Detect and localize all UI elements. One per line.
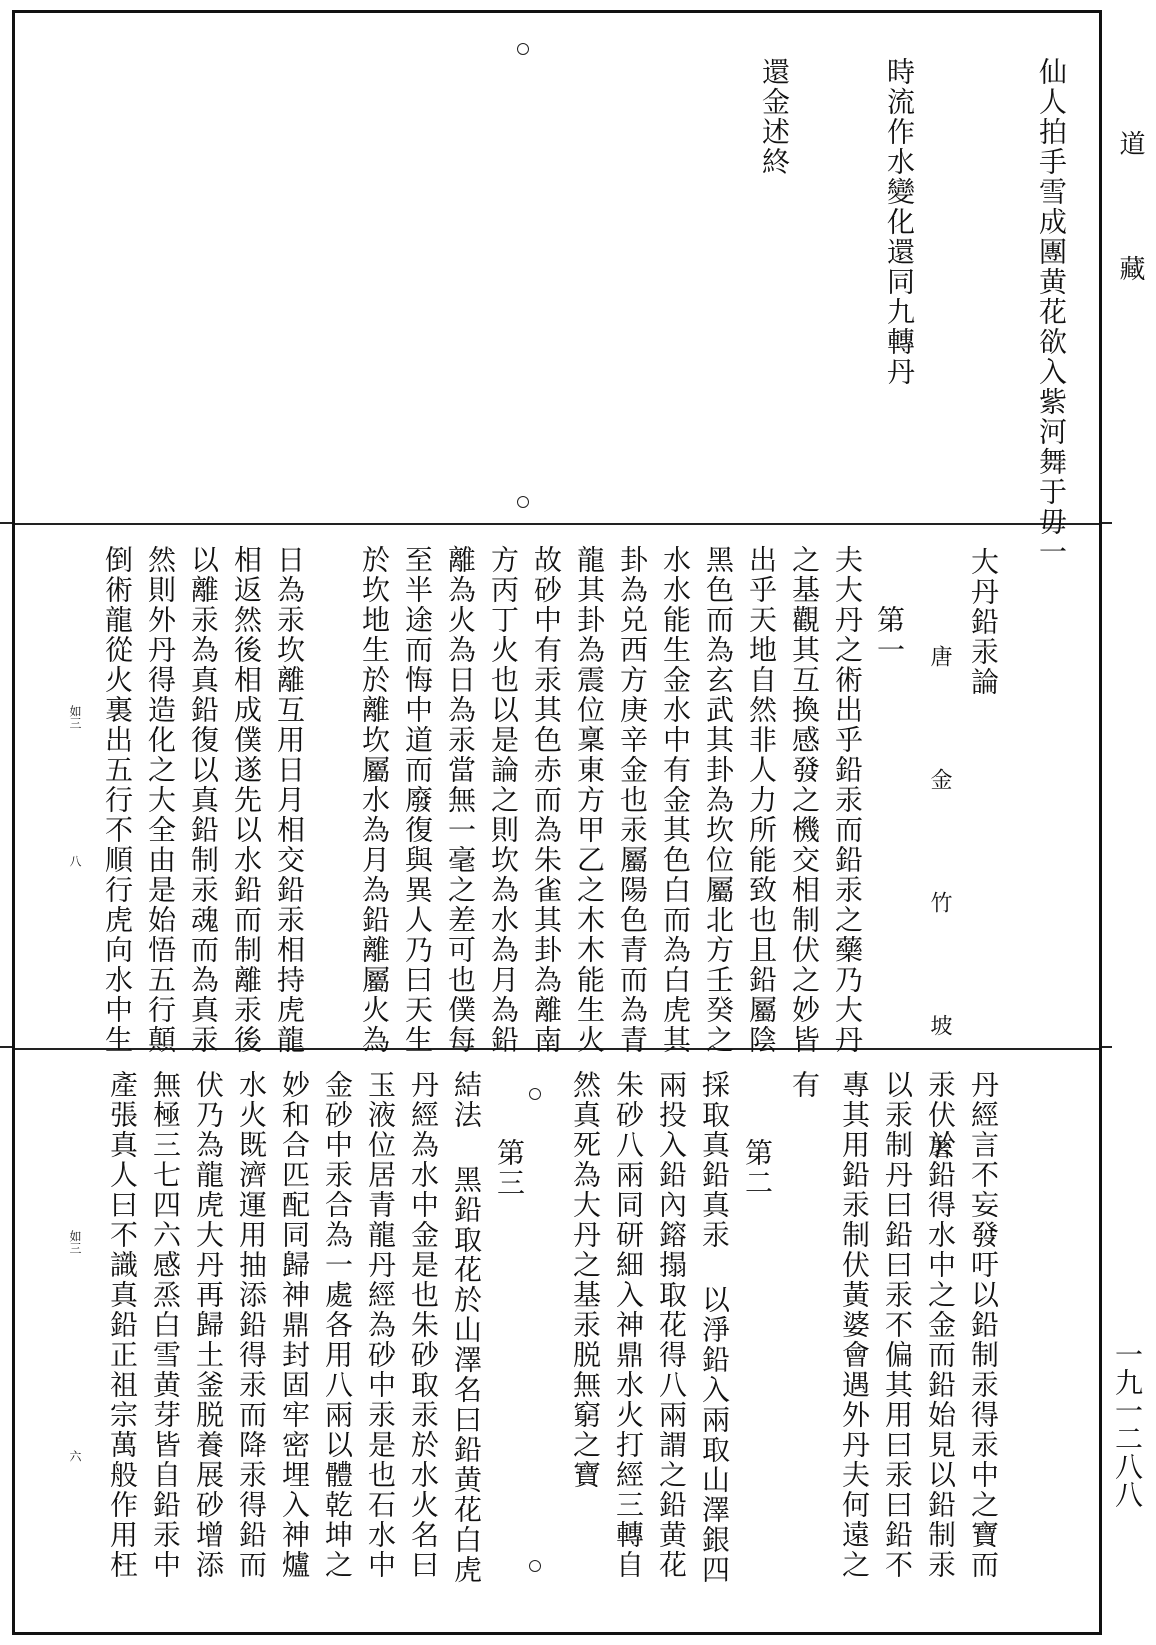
binding-circle-top-lower xyxy=(517,496,529,508)
text-column: 方丙丁火也以是論之則坎為水為月為鉛 xyxy=(487,545,520,1055)
text-column: 仙人拍手雪成團黄花欲入紫河舞于毋一 xyxy=(1035,57,1068,567)
author-line: 唐 金 竹 坡 著 xyxy=(927,645,952,1197)
margin-label-zang: 藏 xyxy=(1115,255,1145,281)
treatise-title: 大丹鉛汞論 xyxy=(967,547,1000,697)
page-frame xyxy=(12,10,1102,1635)
text-column: 日為汞坎離互用日月相交鉛汞相持虎龍 xyxy=(273,545,306,1055)
text-column: 時流作水變化還同九轉丹 xyxy=(883,57,916,387)
text-column: 於坎地生於離坎屬水為月為鉛離屬火為 xyxy=(358,545,391,1055)
binding-circle-bottom-upper xyxy=(529,1088,541,1100)
fold-mark xyxy=(0,1046,12,1048)
binding-circle-top xyxy=(517,43,529,55)
text-column: 汞伏於鉛得水中之金而鉛始見以鉛制汞 xyxy=(924,1070,957,1580)
text-column: 伏乃為龍虎大丹再歸土釜脱養展砂增添 xyxy=(192,1070,225,1580)
section-heading: 第二 xyxy=(741,1138,774,1198)
page-number: 一九一二八八 xyxy=(1111,1340,1144,1508)
text-column: 黑色而為玄武其卦為坎位屬北方壬癸之 xyxy=(702,545,735,1055)
text-column: 金砂中汞合為一處各用八兩以體乾坤之 xyxy=(321,1070,354,1580)
text-column: 玉液位居青龍丹經為砂中汞是也石水中 xyxy=(364,1070,397,1580)
text-column: 離為火為日為汞當無一毫之差可也僕每 xyxy=(444,545,477,1055)
text-column: 丹經為水中金是也朱砂取汞於水火名曰 xyxy=(407,1070,440,1580)
text-column: 妙和合匹配同歸神鼎封固牢密埋入神爐 xyxy=(278,1070,311,1580)
text-column: 之基觀其互換感發之機交相制伏之妙皆 xyxy=(788,545,821,1055)
text-column: 無極三七四六感烝白雪黄芽皆自鉛汞中 xyxy=(149,1070,182,1580)
text-column: 丹經言不妄發吁以鉛制汞得汞中之寶而 xyxy=(967,1070,1000,1580)
folio-note: 如三 xyxy=(68,705,82,729)
text-column: 龍其卦為震位稟東方甲乙之木木能生火 xyxy=(573,545,606,1055)
text-column: 至半途而悔中道而廢復與異人乃曰天生 xyxy=(401,545,434,1055)
text-column: 採取真鉛真汞 以淨鉛入兩取山澤銀四 xyxy=(698,1070,731,1585)
fold-mark xyxy=(1102,1046,1112,1048)
folio-note: 八 xyxy=(68,855,82,867)
text-column: 然真死為大丹之基汞脱無窮之寶 xyxy=(569,1070,602,1490)
text-column: 然則外丹得造化之大全由是始悟五行顛 xyxy=(144,545,177,1055)
text-column: 水火既濟運用抽添鉛得汞而降汞得鉛而 xyxy=(235,1070,268,1580)
folio-note: 六 xyxy=(68,1450,82,1462)
text-column: 以離汞為真鉛復以真鉛制汞魂而為真汞 xyxy=(187,545,220,1055)
text-column: 故砂中有汞其色赤而為朱雀其卦為離南 xyxy=(530,545,563,1055)
folio-note: 如三 xyxy=(68,1230,82,1254)
text-column: 水水能生金水中有金其色白而為白虎其 xyxy=(659,545,692,1055)
binding-circle-bottom xyxy=(529,1560,541,1572)
text-column: 兩投入鉛內鎔搨取花得八兩謂之鉛黄花 xyxy=(655,1070,688,1580)
section-heading: 第三 xyxy=(493,1138,526,1198)
panel-top xyxy=(15,13,1099,567)
text-column: 專其用鉛汞制伏黃婆會遇外丹夫何遠之 xyxy=(838,1070,871,1580)
text-column: 朱砂八兩同研細入神鼎水火打經三轉自 xyxy=(612,1070,645,1580)
text-column: 倒術龍從火裏出五行不順行虎向水中生 xyxy=(101,545,134,1055)
panel-bottom xyxy=(15,1050,1099,1632)
text-column: 卦為兑西方庚辛金也汞屬陽色青而為青 xyxy=(616,545,649,1055)
text-column: 出乎天地自然非人力所能致也且鉛屬陰 xyxy=(745,545,778,1055)
section-heading: 第一 xyxy=(873,605,906,665)
fold-mark xyxy=(0,522,12,524)
fold-mark xyxy=(1102,522,1112,524)
text-column: 有 xyxy=(788,1070,821,1100)
text-column: 還金述終 xyxy=(758,57,791,177)
text-column: 夫大丹之術出乎鉛汞而鉛汞之藥乃大丹 xyxy=(831,545,864,1055)
text-column: 結法 黑鉛取花於山澤名曰鉛黄花白虎 xyxy=(450,1070,483,1585)
text-column: 以汞制丹曰鉛曰汞不偏其用曰汞曰鉛不 xyxy=(881,1070,914,1580)
text-column: 相返然後相成僕遂先以水鉛而制離汞後 xyxy=(230,545,263,1055)
text-column: 產張真人曰不識真鉛正祖宗萬般作用枉 xyxy=(106,1070,139,1580)
margin-label-dao: 道 xyxy=(1115,130,1145,156)
